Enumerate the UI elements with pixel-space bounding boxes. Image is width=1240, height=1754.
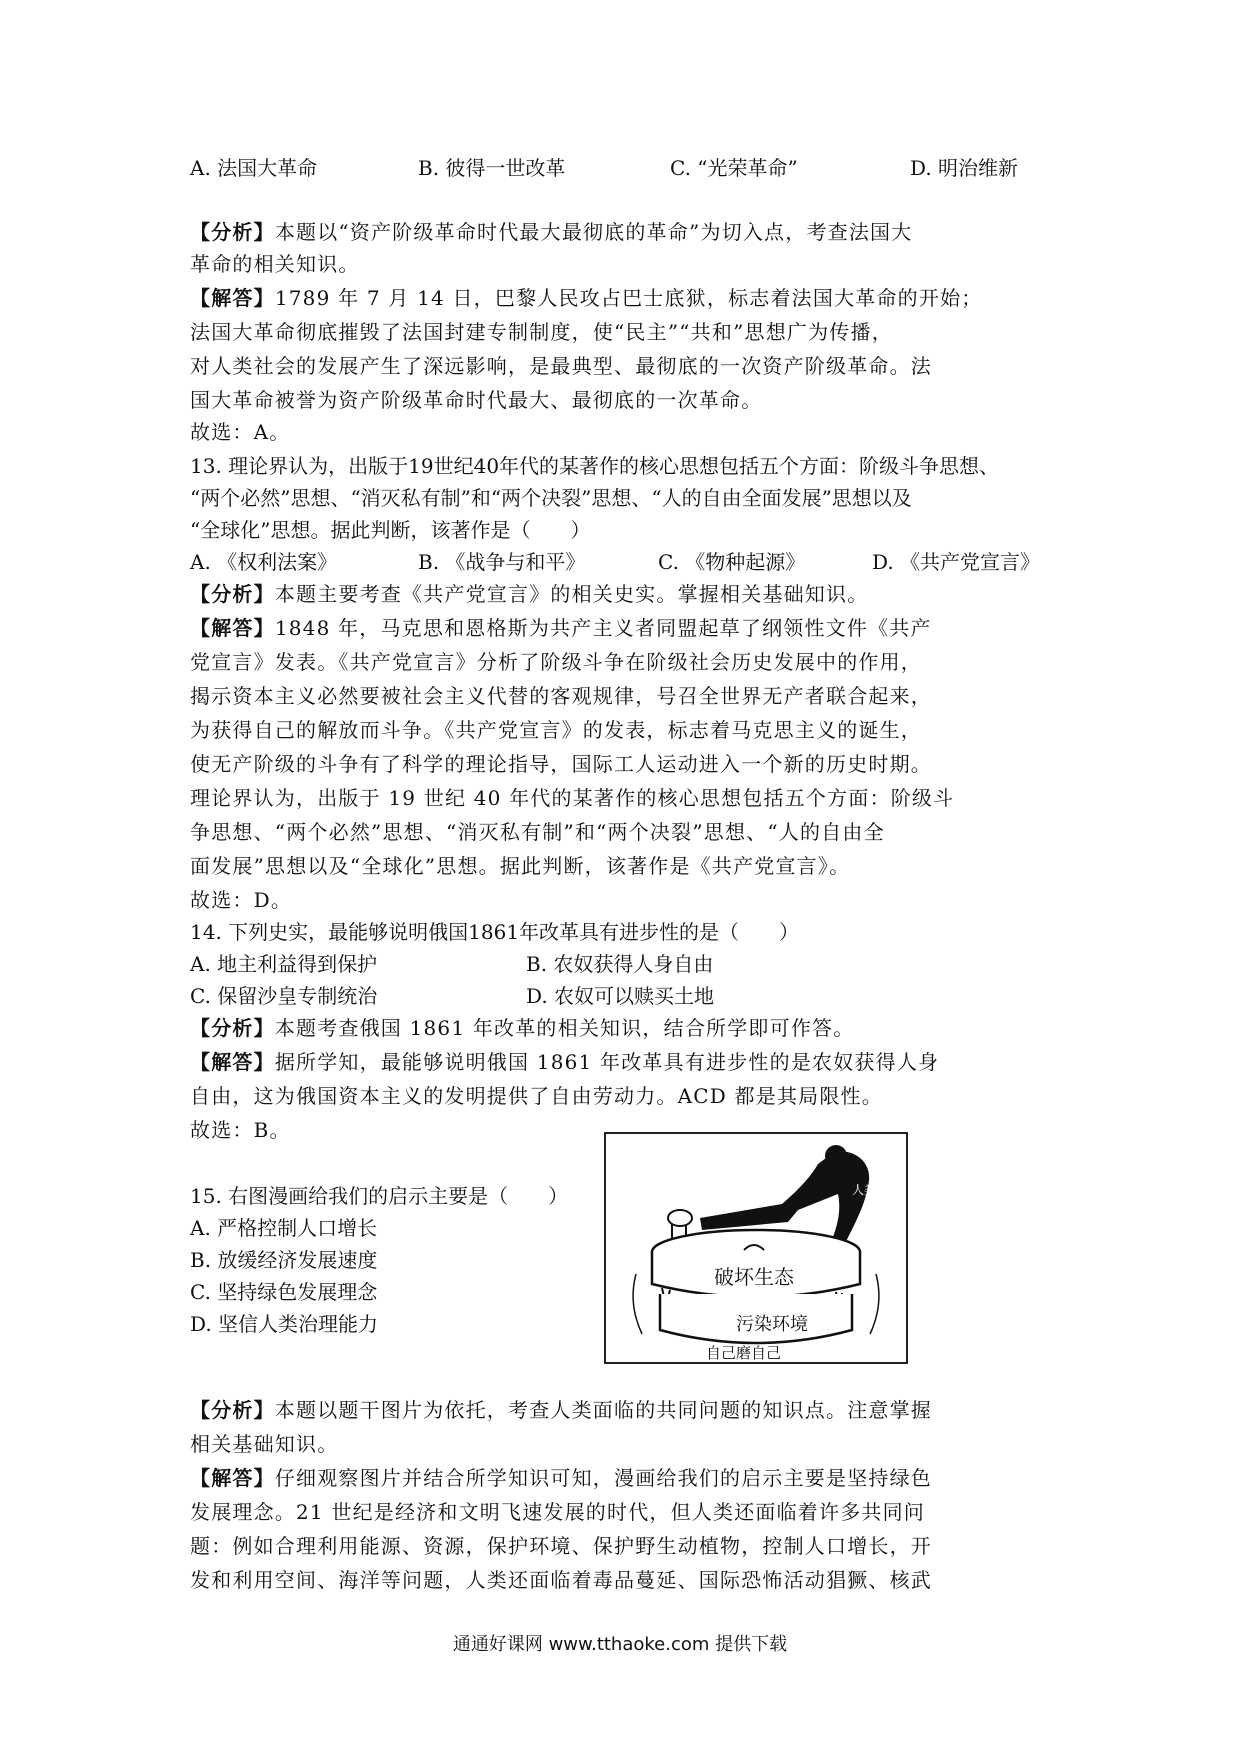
analysis-tag: 【分析】 <box>190 220 275 244</box>
q13-answer-line-2: 党宣言》发表。《共产党宣言》分析了阶级斗争在阶级社会历史发展中的作用， <box>190 650 922 674</box>
hands <box>668 1210 692 1226</box>
q13-choice: 故选：D。 <box>190 888 293 912</box>
answer-tag: 【解答】 <box>190 1050 275 1074</box>
q12-option-d: D. 明治维新 <box>910 156 1019 180</box>
analysis-tag: 【分析】 <box>190 1016 275 1040</box>
millstone-cartoon <box>606 1134 906 1362</box>
q15-stem: 15. 右图漫画给我们的启示主要是（ ） <box>190 1184 569 1208</box>
q13-stem-line-1: 13. 理论界认为，出版于19世纪40年代的某著作的核心思想包括五个方面：阶级斗争思想、 <box>190 454 1000 478</box>
q13-answer-line-6: 理论界认为，出版于 19 世纪 40 年代的某著作的核心思想包括五个方面：阶级斗 <box>190 786 955 810</box>
q12-analysis-line-2: 革命的相关知识。 <box>190 252 360 276</box>
q13-stem-line-3: “全球化”思想。据此判断，该著作是（ ） <box>190 518 591 542</box>
q15-answer-line-2: 发展理念。21 世纪是经济和文明飞速发展的时代，但人类还面临着许多共同问 <box>190 1500 926 1524</box>
q15-analysis-line-1: 【分析】本题以题干图片为依托，考查人类面临的共同问题的知识点。注意掌握 <box>190 1398 933 1422</box>
q12-answer-line-1: 【解答】1789 年 7 月 14 日，巴黎人民攻占巴士底狱，标志着法国大革命的开始； <box>190 286 983 310</box>
q14-analysis-line-1: 【分析】本题考查俄国 1861 年改革的相关知识，结合所学即可作答。 <box>190 1016 855 1040</box>
q12-option-c: C. “光荣革命” <box>670 156 798 180</box>
q14-option-d: D. 农奴可以赎买土地 <box>526 984 715 1008</box>
q12-option-a: A. 法国大革命 <box>190 156 318 180</box>
q14-stem: 14. 下列史实，最能够说明俄国1861年改革具有进步性的是（ ） <box>190 920 800 944</box>
q15-option-d: D. 坚信人类治理能力 <box>190 1312 379 1336</box>
q12-answer-line-4: 国大革命被誉为资产阶级革命时代最大、最彻底的一次革命。 <box>190 388 763 412</box>
q13-answer-line-8: 面发展”思想以及“全球化”思想。据此判断，该著作是《共产党宣言》。 <box>190 854 851 878</box>
analysis-tag: 【分析】 <box>190 1398 275 1422</box>
q13-answer-line-3: 揭示资本主义必然要被社会主义代替的客观规律，号召全世界无产者联合起来， <box>190 684 932 708</box>
figure-head <box>825 1145 847 1167</box>
q13-option-d: D. 《共产党宣言》 <box>872 550 1041 574</box>
q15-option-b: B. 放缓经济发展速度 <box>190 1248 378 1272</box>
answer-tag: 【解答】 <box>190 616 275 640</box>
q15-analysis-line-2: 相关基础知识。 <box>190 1432 339 1456</box>
q13-option-a: A. 《权利法案》 <box>190 550 338 574</box>
q15-answer-line-1: 【解答】仔细观察图片并结合所学知识可知，漫画给我们的启示主要是坚持绿色 <box>190 1466 933 1490</box>
q14-choice: 故选：B。 <box>190 1118 291 1142</box>
q13-option-c: C. 《物种起源》 <box>658 550 806 574</box>
analysis-tag: 【分析】 <box>190 582 275 606</box>
band-upper-label: 破坏生态 <box>714 1265 794 1289</box>
q12-analysis-line-1: 【分析】本题以“资产阶级革命时代最大最彻底的革命”为切入点，考查法国大 <box>190 220 913 244</box>
q13-analysis-line-1: 【分析】本题主要考查《共产党宣言》的相关史实。掌握相关基础知识。 <box>190 582 869 606</box>
q15-answer-line-4: 发和利用空间、海洋等问题，人类还面临着毒品蔓延、国际恐怖活动猖獗、核武 <box>190 1568 932 1592</box>
cartoon-illustration <box>604 1132 908 1364</box>
q14-option-b: B. 农奴获得人身自由 <box>526 952 714 976</box>
q12-answer-line-3: 对人类社会的发展产生了深远影响，是最典型、最彻底的一次资产阶级革命。法 <box>190 354 932 378</box>
q13-answer-line-7: 争思想、“两个必然”思想、“消灭私有制”和“两个决裂”思想、“人的自由全 <box>190 820 885 844</box>
q14-answer-line-2: 自由，这为俄国资本主义的发明提供了自由劳动力。ACD 都是其局限性。 <box>190 1084 883 1108</box>
figure-label: 人类 <box>852 1183 877 1197</box>
answer-tag: 【解答】 <box>190 286 275 310</box>
q13-stem-line-2: “两个必然”思想、“消灭私有制”和“两个决裂”思想、“人的自由全面发展”思想以及 <box>190 486 912 510</box>
cartoon-caption: 自己磨自己 <box>706 1344 782 1362</box>
q15-option-a: A. 严格控制人口增长 <box>190 1216 378 1240</box>
q12-choice: 故选：A。 <box>190 420 291 444</box>
q12-answer-line-2: 法国大革命彻底摧毁了法国封建专制制度，使“民主”“共和”思想广为传播， <box>190 320 893 344</box>
q14-answer-line-1: 【解答】据所学知，最能够说明俄国 1861 年改革具有进步性的是农奴获得人身 <box>190 1050 940 1074</box>
answer-tag: 【解答】 <box>190 1466 275 1490</box>
q14-option-a: A. 地主利益得到保护 <box>190 952 378 976</box>
q13-answer-line-1: 【解答】1848 年，马克思和恩格斯为共产主义者同盟起草了纲领性文件《共产 <box>190 616 932 640</box>
q12-option-b: B. 彼得一世改革 <box>418 156 566 180</box>
page-footer: 通通好课网 www.tthaoke.com 提供下载 <box>452 1634 788 1655</box>
q15-option-c: C. 坚持绿色发展理念 <box>190 1280 378 1304</box>
q13-option-b: B. 《战争与和平》 <box>418 550 586 574</box>
band-lower-label: 污染环境 <box>736 1314 808 1335</box>
q13-answer-line-5: 使无产阶级的斗争有了科学的理论指导，国际工人运动进入一个新的历史时期。 <box>190 752 932 776</box>
q14-option-c: C. 保留沙皇专制统治 <box>190 984 378 1008</box>
q13-answer-line-4: 为获得自己的解放而斗争。《共产党宣言》的发表，标志着马克思主义的诞生， <box>190 718 922 742</box>
q15-answer-line-3: 题：例如合理利用能源、资源，保护环境、保护野生动植物，控制人口增长，开 <box>190 1534 932 1558</box>
